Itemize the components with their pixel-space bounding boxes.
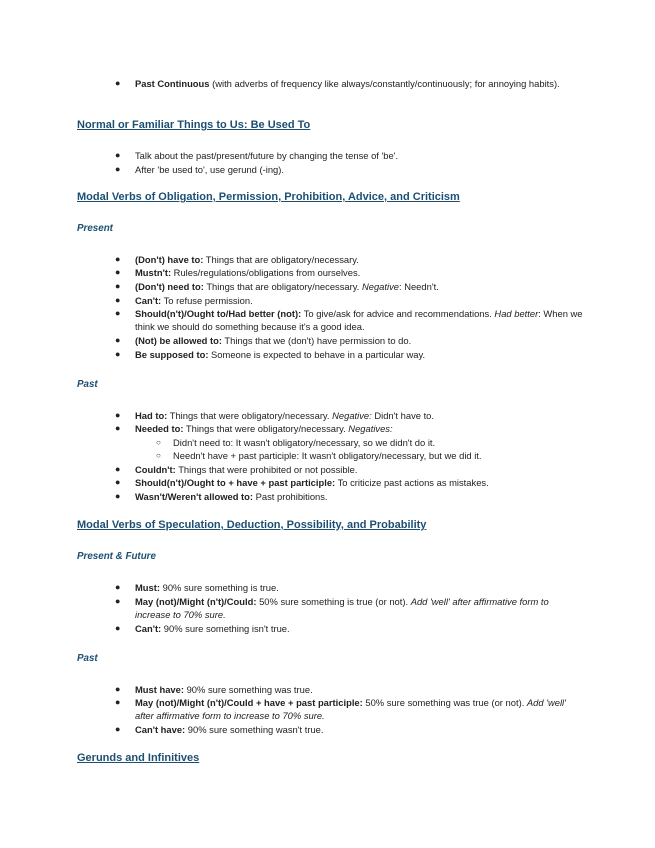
list-item: ● (Not) be allowed to: Things that we (don't) have permission to do. bbox=[115, 335, 412, 346]
list-item: ● (Don't) need to: Things that are obligatory/necessary. Negative: Needn't. bbox=[115, 281, 439, 292]
list-item: ● Should(n't)/Ought to/Had better (not): To give/ask for advice and recommendations. Had better: When we think we should do something because it's a good idea. bbox=[115, 308, 583, 333]
bullet-icon: ● bbox=[115, 596, 121, 606]
list-item: ● Must have: 90% sure something was true. bbox=[115, 684, 313, 695]
list-item: ● Can't: 90% sure something isn't true. bbox=[115, 623, 290, 634]
bullet-icon: ● bbox=[115, 308, 121, 318]
list-item: ● After 'be used to', use gerund (-ing). bbox=[115, 164, 284, 175]
list-item: ● Can't have: 90% sure something wasn't true. bbox=[115, 724, 324, 735]
sub-bullet-icon: ○ bbox=[156, 438, 161, 447]
bullet-icon: ● bbox=[115, 423, 121, 433]
list-item: ○ Didn't need to: It wasn't obligatory/necessary, so we didn't do it. bbox=[156, 437, 436, 448]
subheading-past: Past bbox=[77, 653, 98, 664]
bullet-icon: ● bbox=[115, 281, 121, 291]
list-item: ● Needed to: Things that were obligatory/necessary. Negatives: bbox=[115, 423, 393, 434]
section-heading-gerunds: Gerunds and Infinitives bbox=[77, 752, 200, 764]
list-item: ● May (not)/Might (n't)/Could + have + past participle: 50% sure something was true (or not). Add 'well' after affirmative form to increase to 70% sure. bbox=[115, 697, 566, 722]
bullet-icon: ● bbox=[115, 349, 121, 359]
list-item: ● Couldn't: Things that were prohibited or not possible. bbox=[115, 464, 358, 475]
list-item: ● (Don't) have to: Things that are obligatory/necessary. bbox=[115, 254, 359, 265]
bullet-icon: ● bbox=[115, 582, 121, 592]
bullet-icon: ● bbox=[115, 477, 121, 487]
list-item: ● Past Continuous (with adverbs of frequency like always/constantly/continuously; for annoying habits). bbox=[115, 78, 560, 89]
bullet-icon: ● bbox=[115, 164, 121, 174]
section-heading-obligation: Modal Verbs of Obligation, Permission, Prohibition, Advice, and Criticism bbox=[77, 191, 460, 203]
list-item: ● Be supposed to: Someone is expected to behave in a particular way. bbox=[115, 349, 426, 360]
list-item: ● Had to: Things that were obligatory/necessary. Negative: Didn't have to. bbox=[115, 410, 434, 421]
list-item: ● Should(n't)/Ought to + have + past participle: To criticize past actions as mistakes. bbox=[115, 477, 489, 488]
bullet-icon: ● bbox=[115, 491, 121, 501]
list-item: ● Can't: To refuse permission. bbox=[115, 295, 253, 306]
bullet-icon: ● bbox=[115, 697, 121, 707]
bullet-icon: ● bbox=[115, 684, 121, 694]
bullet-icon: ● bbox=[115, 267, 121, 277]
bullet-icon: ● bbox=[115, 78, 121, 88]
section-heading-speculation: Modal Verbs of Speculation, Deduction, Possibility, and Probability bbox=[77, 519, 427, 531]
bullet-icon: ● bbox=[115, 464, 121, 474]
list-item: ● May (not)/Might (n't)/Could: 50% sure something is true (or not). Add 'well' after affirmative form to increase to 70% sure. bbox=[115, 596, 549, 621]
subheading-present-future: Present & Future bbox=[77, 551, 156, 562]
subheading-present: Present bbox=[77, 223, 113, 234]
bullet-icon: ● bbox=[115, 724, 121, 734]
bullet-icon: ● bbox=[115, 623, 121, 633]
bullet-icon: ● bbox=[115, 295, 121, 305]
list-item: ● Must: 90% sure something is true. bbox=[115, 582, 279, 593]
bullet-icon: ● bbox=[115, 335, 121, 345]
section-heading-used-to: Normal or Familiar Things to Us: Be Used To bbox=[77, 119, 311, 131]
bullet-icon: ● bbox=[115, 410, 121, 420]
subheading-past: Past bbox=[77, 379, 98, 390]
bullet-icon: ● bbox=[115, 254, 121, 264]
list-item: ○ Needn't have + past participle: It wasn't obligatory/necessary, but we did it. bbox=[156, 450, 482, 461]
sub-bullet-icon: ○ bbox=[156, 451, 161, 460]
list-item: ● Talk about the past/present/future by changing the tense of 'be'. bbox=[115, 150, 399, 161]
list-item: ● Mustn't: Rules/regulations/obligations from ourselves. bbox=[115, 267, 361, 278]
bullet-icon: ● bbox=[115, 150, 121, 160]
list-item: ● Wasn't/Weren't allowed to: Past prohibitions. bbox=[115, 491, 328, 502]
